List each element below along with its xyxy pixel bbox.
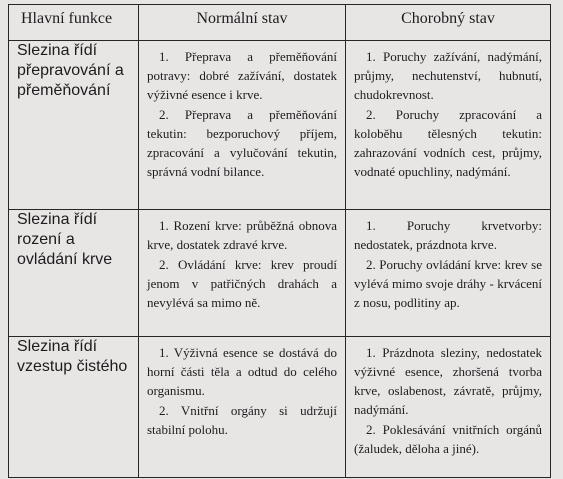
table-row bbox=[9, 210, 551, 337]
normal-item: 1. Přeprava a přeměňování potravy: dobré zažívání, dostatek výživné esence i krve. bbox=[147, 49, 337, 102]
function-cell bbox=[9, 337, 139, 478]
disease-item: 2. Poruchy ovládání krve: krev se vylévá mimo svoje dráhy - krvácení z nosu, podlitiny ap. bbox=[354, 257, 542, 310]
disease-item: 1. Prázdnota sleziny, nedostatek výživné esence, zhoršená tvorba krve, oslabenost, závratě, průjmy, nadýmání. bbox=[354, 345, 542, 417]
table-row bbox=[9, 41, 551, 210]
disease-item: 2. Poklesávání vnitřních orgánů (žaludek, děloha a jiné). bbox=[354, 422, 542, 456]
normal-item: 1. Rození krve: průběžná obnova krve, dostatek zdravé krve. bbox=[147, 218, 337, 252]
normal-item: 2. Přeprava a přeměňování tekutin: bezporuchový příjem, zpracování a vylučování tekutin, správná vodní bilance. bbox=[147, 107, 337, 179]
disease-state-cell bbox=[346, 41, 551, 210]
table-row bbox=[9, 337, 551, 478]
disease-item: 2. Poruchy zpracování a koloběhu tělesných tekutin: zahrazování vodních cest, průjmy, vodnaté opuchliny, nadýmání. bbox=[354, 107, 542, 179]
normal-item: 2. Ovládání krve: krev proudí jenom v patřičných drahách a nevylévá sa mimo ně. bbox=[147, 257, 337, 310]
normal-state-cell bbox=[139, 337, 346, 478]
header-normal-state: Normální stav bbox=[139, 5, 346, 41]
disease-state-cell bbox=[346, 337, 551, 478]
normal-item: 2. Vnitřní orgány si udržují stabilní polohu. bbox=[147, 403, 337, 437]
function-label: Slezina řídí vzestup čistého bbox=[17, 338, 128, 375]
disease-state-cell bbox=[346, 210, 551, 337]
normal-state-cell bbox=[139, 41, 346, 210]
function-label: Slezina řídí rození a ovládání krve bbox=[17, 211, 113, 268]
header-disease-state: Chorobný stav bbox=[346, 5, 551, 41]
function-label: Slezina řídí přepravování a přeměňování bbox=[17, 42, 124, 99]
header-row bbox=[9, 5, 551, 41]
disease-item: 1. Poruchy zažívání, nadýmání, průjmy, nechutenství, hubnutí, chudokrevnost. bbox=[354, 49, 542, 102]
disease-item: 1. Poruchy krvetvorby: nedostatek, prázdnota krve. bbox=[354, 218, 542, 252]
function-cell bbox=[9, 41, 139, 210]
normal-state-cell bbox=[139, 210, 346, 337]
function-cell bbox=[9, 210, 139, 337]
spleen-functions-table bbox=[8, 4, 551, 478]
header-main-function: Hlavní funkce bbox=[9, 5, 139, 41]
normal-item: 1. Výživná esence se dostává do horní části těla a odtud do celého organismu. bbox=[147, 345, 337, 398]
